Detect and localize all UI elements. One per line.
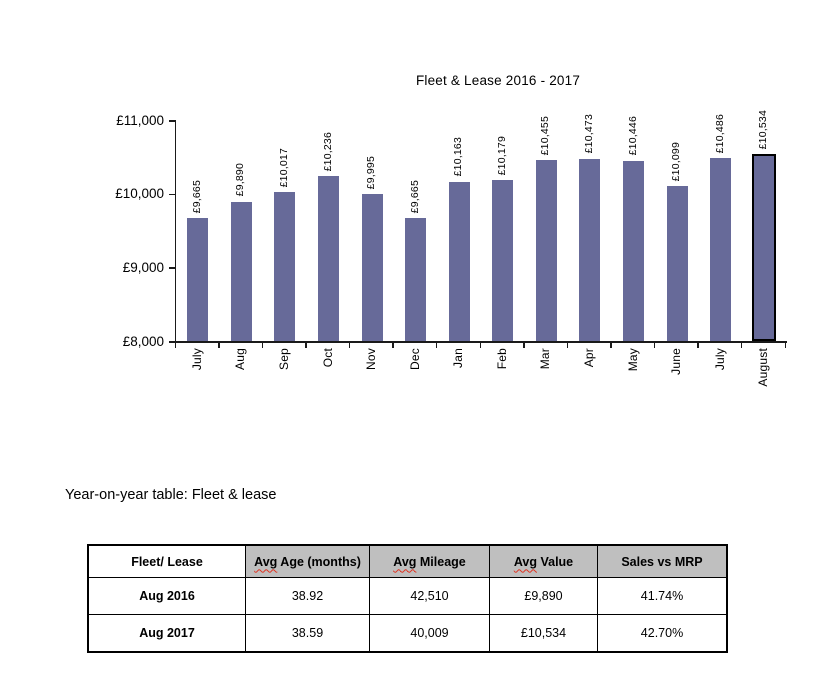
- bar-value-label: £10,017: [277, 148, 290, 188]
- table-header-cell: Avg Value: [490, 545, 598, 578]
- x-axis-tick: [262, 341, 264, 348]
- chart-bar: [318, 176, 339, 341]
- table-header-cell: Avg Mileage: [370, 545, 490, 578]
- chart-bar: [623, 161, 644, 341]
- y-axis-tick-label: £10,000: [115, 186, 164, 202]
- y-axis-tick-label: £8,000: [122, 333, 164, 349]
- y-axis-tick-label: £9,000: [122, 259, 164, 275]
- x-axis-tick: [392, 341, 394, 348]
- bar-value-label: £10,446: [626, 116, 639, 156]
- table-header-cell: Avg Age (months): [246, 545, 370, 578]
- chart-bar: [449, 182, 470, 341]
- table-header-cell: Sales vs MRP: [598, 545, 728, 578]
- bar-value-label: £10,236: [321, 131, 334, 172]
- chart-bar: [492, 180, 513, 341]
- x-axis-tick: [349, 341, 351, 348]
- x-axis-label: August: [756, 348, 771, 387]
- chart-bar: [667, 186, 688, 341]
- table-data-cell: 42.70%: [598, 615, 728, 653]
- table-data-cell: 38.92: [246, 578, 370, 615]
- bar-value-label: £10,455: [539, 115, 552, 156]
- table-data-cell: 38.59: [246, 615, 370, 653]
- x-axis-tick: [175, 341, 177, 348]
- x-axis-label: Sep: [276, 348, 291, 370]
- x-axis-label: Mar: [538, 348, 553, 370]
- bar-value-label: £10,099: [670, 142, 683, 182]
- y-axis-tick: [169, 120, 176, 122]
- table-row: [88, 578, 727, 615]
- y-axis-tick-label: £11,000: [116, 112, 164, 128]
- row-label-cell: Aug 2017: [88, 615, 246, 653]
- x-axis-label: May: [625, 348, 640, 372]
- chart-title: Fleet & Lease 2016 - 2017: [415, 73, 581, 88]
- x-axis-tick: [567, 341, 569, 348]
- bar-value-label: £10,473: [582, 114, 595, 154]
- y-axis-line: [175, 120, 177, 343]
- x-axis-tick: [654, 341, 656, 348]
- chart-bar: [274, 192, 295, 341]
- chart-bar: [752, 154, 776, 341]
- bar-value-label: £9,890: [234, 163, 247, 197]
- x-axis-label: July: [189, 348, 204, 371]
- x-axis-label: June: [669, 348, 684, 375]
- chart-bar: [405, 218, 426, 341]
- bar-value-label: £10,163: [452, 137, 465, 177]
- table-row: [88, 615, 727, 653]
- bar-value-label: £9,665: [190, 180, 203, 214]
- y-axis-tick: [169, 194, 176, 196]
- chart-bar: [362, 194, 383, 341]
- x-axis-tick: [480, 341, 482, 348]
- x-axis-tick: [436, 341, 438, 348]
- bar-value-label: £10,534: [757, 109, 770, 150]
- x-axis-label: Apr: [581, 348, 596, 368]
- table-data-cell: 41.74%: [598, 578, 728, 615]
- x-axis-tick: [305, 341, 307, 348]
- misspelled-word: Avg: [393, 554, 417, 569]
- bar-value-label: £10,486: [713, 113, 726, 153]
- x-axis-tick: [218, 341, 220, 348]
- table-section-heading: Year-on-year table: Fleet & lease: [65, 487, 277, 503]
- x-axis-tick: [697, 341, 699, 348]
- table-data-cell: 40,009: [370, 615, 490, 653]
- x-axis-label: Nov: [364, 348, 379, 370]
- misspelled-word: Avg: [513, 554, 537, 569]
- x-axis-tick: [610, 341, 612, 348]
- x-axis-label: Feb: [494, 348, 509, 370]
- x-axis-tick: [741, 341, 743, 348]
- chart-bar: [536, 160, 557, 341]
- year-on-year-table: [87, 544, 728, 653]
- chart-bar: [579, 159, 600, 341]
- chart-bar: [187, 218, 208, 341]
- chart-bar: [231, 202, 252, 341]
- x-axis-label: Oct: [320, 348, 335, 368]
- x-axis-label: Jan: [451, 348, 466, 368]
- x-axis-tick: [785, 341, 787, 348]
- table-header-cell: Fleet/ Lease: [88, 545, 246, 578]
- chart-bar: [710, 158, 731, 341]
- table-data-cell: £10,534: [490, 615, 598, 653]
- x-axis-label: July: [712, 348, 727, 371]
- bar-value-label: £10,179: [495, 136, 508, 176]
- table-data-cell: £9,890: [490, 578, 598, 615]
- table-data-cell: 42,510: [370, 578, 490, 615]
- y-axis-tick: [169, 267, 176, 269]
- x-axis-tick: [523, 341, 525, 348]
- x-axis-label: Dec: [407, 348, 422, 370]
- x-axis-label: Aug: [233, 348, 248, 370]
- table-header-row: [88, 545, 727, 578]
- misspelled-word: Avg: [254, 554, 278, 569]
- row-label-cell: Aug 2016: [88, 578, 246, 615]
- bar-value-label: £9,995: [365, 155, 378, 190]
- bar-value-label: £9,665: [408, 180, 421, 214]
